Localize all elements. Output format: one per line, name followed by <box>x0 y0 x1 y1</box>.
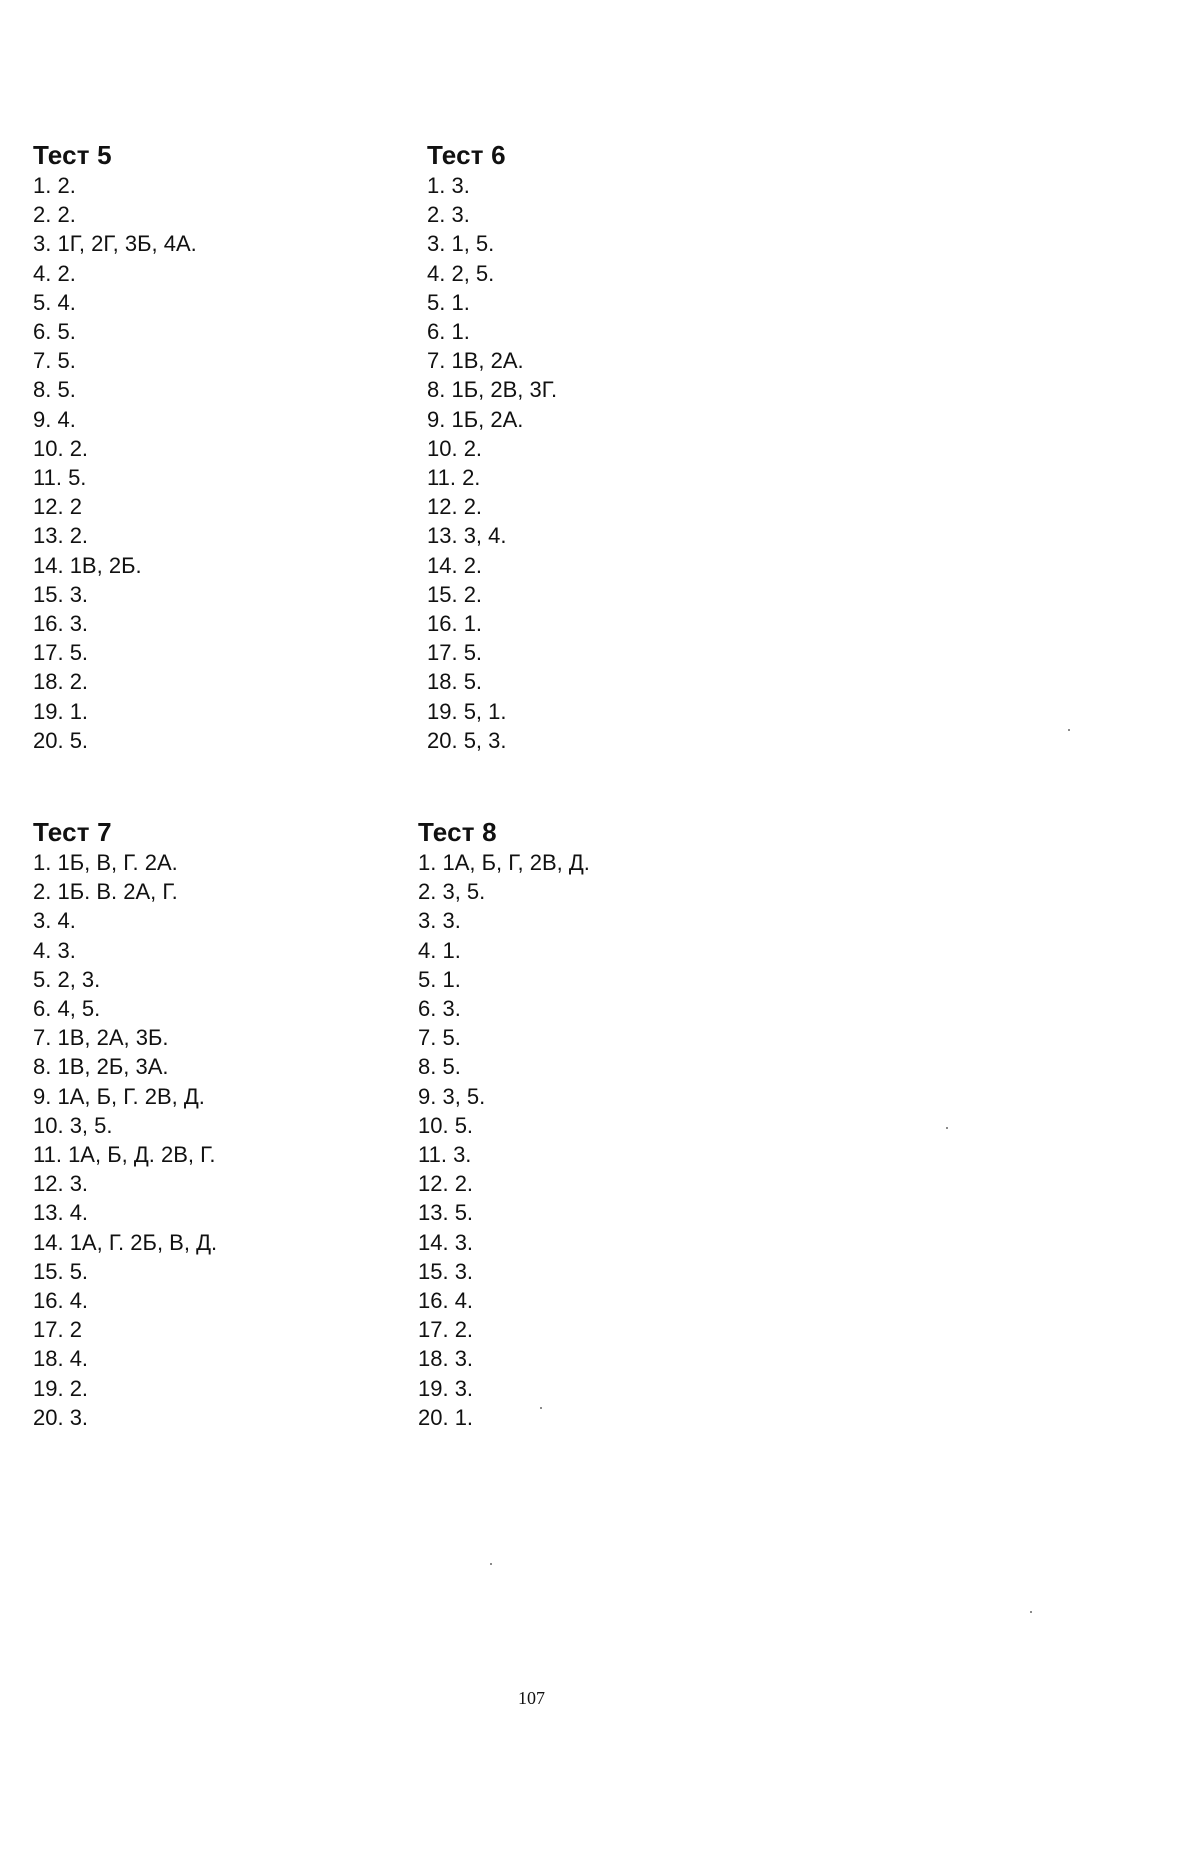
test-5-answers <box>33 171 197 755</box>
answer-item: 19. 1. <box>33 698 89 724</box>
answer-item: 12. 3. <box>33 1171 89 1197</box>
scan-speck <box>946 1127 948 1129</box>
scan-speck <box>1030 1611 1032 1613</box>
answer-item: 20. 5. <box>33 727 89 753</box>
answer-item: 17. 2 <box>33 1317 82 1343</box>
answer-item: 10. 2. <box>33 435 89 461</box>
scan-speck <box>540 1407 542 1409</box>
answer-item: 2. 3. <box>427 202 470 228</box>
answer-item: 12. 2 <box>33 494 82 520</box>
scan-speck <box>1068 729 1070 731</box>
answer-item: 1. 1Б, В, Г. 2А. <box>33 850 178 875</box>
answer-item: 9. 3, 5. <box>418 1083 486 1109</box>
answer-item: 18. 3. <box>418 1346 474 1372</box>
test-7-answers <box>33 848 217 1432</box>
answer-item: 19. 2. <box>33 1375 89 1401</box>
test-8-title: Тест 8 <box>418 817 497 847</box>
answer-item: 7. 1В, 2А. <box>427 348 524 374</box>
answer-item: 20. 1. <box>418 1404 474 1430</box>
answer-item: 14. 1В, 2Б. <box>33 552 142 578</box>
answer-item: 17. 5. <box>427 640 483 666</box>
answer-item: 8. 5. <box>33 377 76 403</box>
answer-item: 3. 3. <box>418 908 461 934</box>
answer-item: 14. 1А, Г. 2Б, В, Д. <box>33 1229 218 1255</box>
answer-item: 9. 4. <box>33 406 76 432</box>
test-6-title: Тест 6 <box>427 140 506 170</box>
answer-item: 17. 5. <box>33 640 89 666</box>
answer-item: 15. 5. <box>33 1258 89 1284</box>
answer-item: 19. 3. <box>418 1375 474 1401</box>
answer-item: 9. 1А, Б, Г. 2В, Д. <box>33 1083 205 1109</box>
answer-item: 17. 2. <box>418 1317 474 1343</box>
answer-item: 12. 2. <box>418 1171 474 1197</box>
test-5-title: Тест 5 <box>33 140 112 170</box>
answer-item: 13. 4. <box>33 1200 89 1226</box>
answer-item: 5. 4. <box>33 289 76 315</box>
answer-item: 6. 3. <box>418 996 461 1022</box>
answer-item: 11. 2. <box>427 465 481 491</box>
answer-item: 3. 1Г, 2Г, 3Б, 4А. <box>33 231 197 257</box>
page-number: 107 <box>518 1688 545 1708</box>
answer-item: 18. 5. <box>427 669 483 695</box>
answer-item: 12. 2. <box>427 494 483 520</box>
answer-item: 13. 3, 4. <box>427 523 507 549</box>
answer-item: 5. 2, 3. <box>33 966 101 992</box>
test-8-block <box>418 817 590 1432</box>
answer-item: 13. 5. <box>418 1200 474 1226</box>
answer-item: 16. 3. <box>33 611 89 637</box>
answer-item: 14. 2. <box>427 552 483 578</box>
answer-item: 16. 1. <box>427 611 483 637</box>
test-7-title: Тест 7 <box>33 817 112 847</box>
answer-item: 3. 1, 5. <box>427 231 495 257</box>
answer-item: 6. 5. <box>33 319 76 345</box>
answer-item: 6. 4, 5. <box>33 996 101 1022</box>
answer-item: 2. 3, 5. <box>418 879 486 905</box>
answer-item: 2. 1Б. В. 2А, Г. <box>33 879 178 905</box>
answer-item: 11. 5. <box>33 465 87 491</box>
test-6-answers <box>427 171 557 755</box>
answer-item: 15. 2. <box>427 581 483 607</box>
answer-item: 6. 1. <box>427 319 470 345</box>
scan-speck <box>490 1563 492 1565</box>
answer-item: 8. 1В, 2Б, 3А. <box>33 1054 169 1080</box>
answer-item: 4. 1. <box>418 937 461 963</box>
answer-item: 20. 3. <box>33 1404 89 1430</box>
answer-item: 16. 4. <box>418 1288 474 1314</box>
answer-item: 13. 2. <box>33 523 89 549</box>
answer-item: 11. 1А, Б, Д. 2В, Г. <box>33 1142 216 1168</box>
answer-item: 14. 3. <box>418 1229 474 1255</box>
answer-item: 16. 4. <box>33 1288 89 1314</box>
answer-item: 7. 1В, 2А, 3Б. <box>33 1025 169 1051</box>
answer-item: 5. 1. <box>418 966 461 992</box>
answer-item: 9. 1Б, 2А. <box>427 406 524 432</box>
test-6-block <box>427 140 557 755</box>
answer-item: 4. 2. <box>33 260 76 286</box>
answer-item: 1. 1А, Б, Г, 2В, Д. <box>418 850 590 875</box>
test-8-answers <box>418 848 590 1432</box>
answer-item: 20. 5, 3. <box>427 727 507 753</box>
answer-item: 5. 1. <box>427 289 470 315</box>
answer-item: 15. 3. <box>418 1258 474 1284</box>
test-7-block <box>33 817 217 1432</box>
answer-item: 19. 5, 1. <box>427 698 507 724</box>
answer-item: 7. 5. <box>418 1025 461 1051</box>
answer-item: 18. 4. <box>33 1346 89 1372</box>
answer-item: 18. 2. <box>33 669 89 695</box>
answer-item: 3. 4. <box>33 908 76 934</box>
answer-item: 10. 2. <box>427 435 483 461</box>
answer-item: 4. 3. <box>33 937 76 963</box>
answer-item: 1. 3. <box>427 173 470 198</box>
answer-item: 8. 1Б, 2В, 3Г. <box>427 377 558 403</box>
answer-item: 2. 2. <box>33 202 76 228</box>
answer-item: 10. 3, 5. <box>33 1112 113 1138</box>
answer-item: 8. 5. <box>418 1054 461 1080</box>
answer-item: 4. 2, 5. <box>427 260 495 286</box>
answer-item: 7. 5. <box>33 348 76 374</box>
answer-item: 11. 3. <box>418 1142 472 1168</box>
test-5-block <box>33 140 197 755</box>
answer-item: 10. 5. <box>418 1112 474 1138</box>
answer-item: 1. 2. <box>33 173 76 198</box>
answer-item: 15. 3. <box>33 581 89 607</box>
